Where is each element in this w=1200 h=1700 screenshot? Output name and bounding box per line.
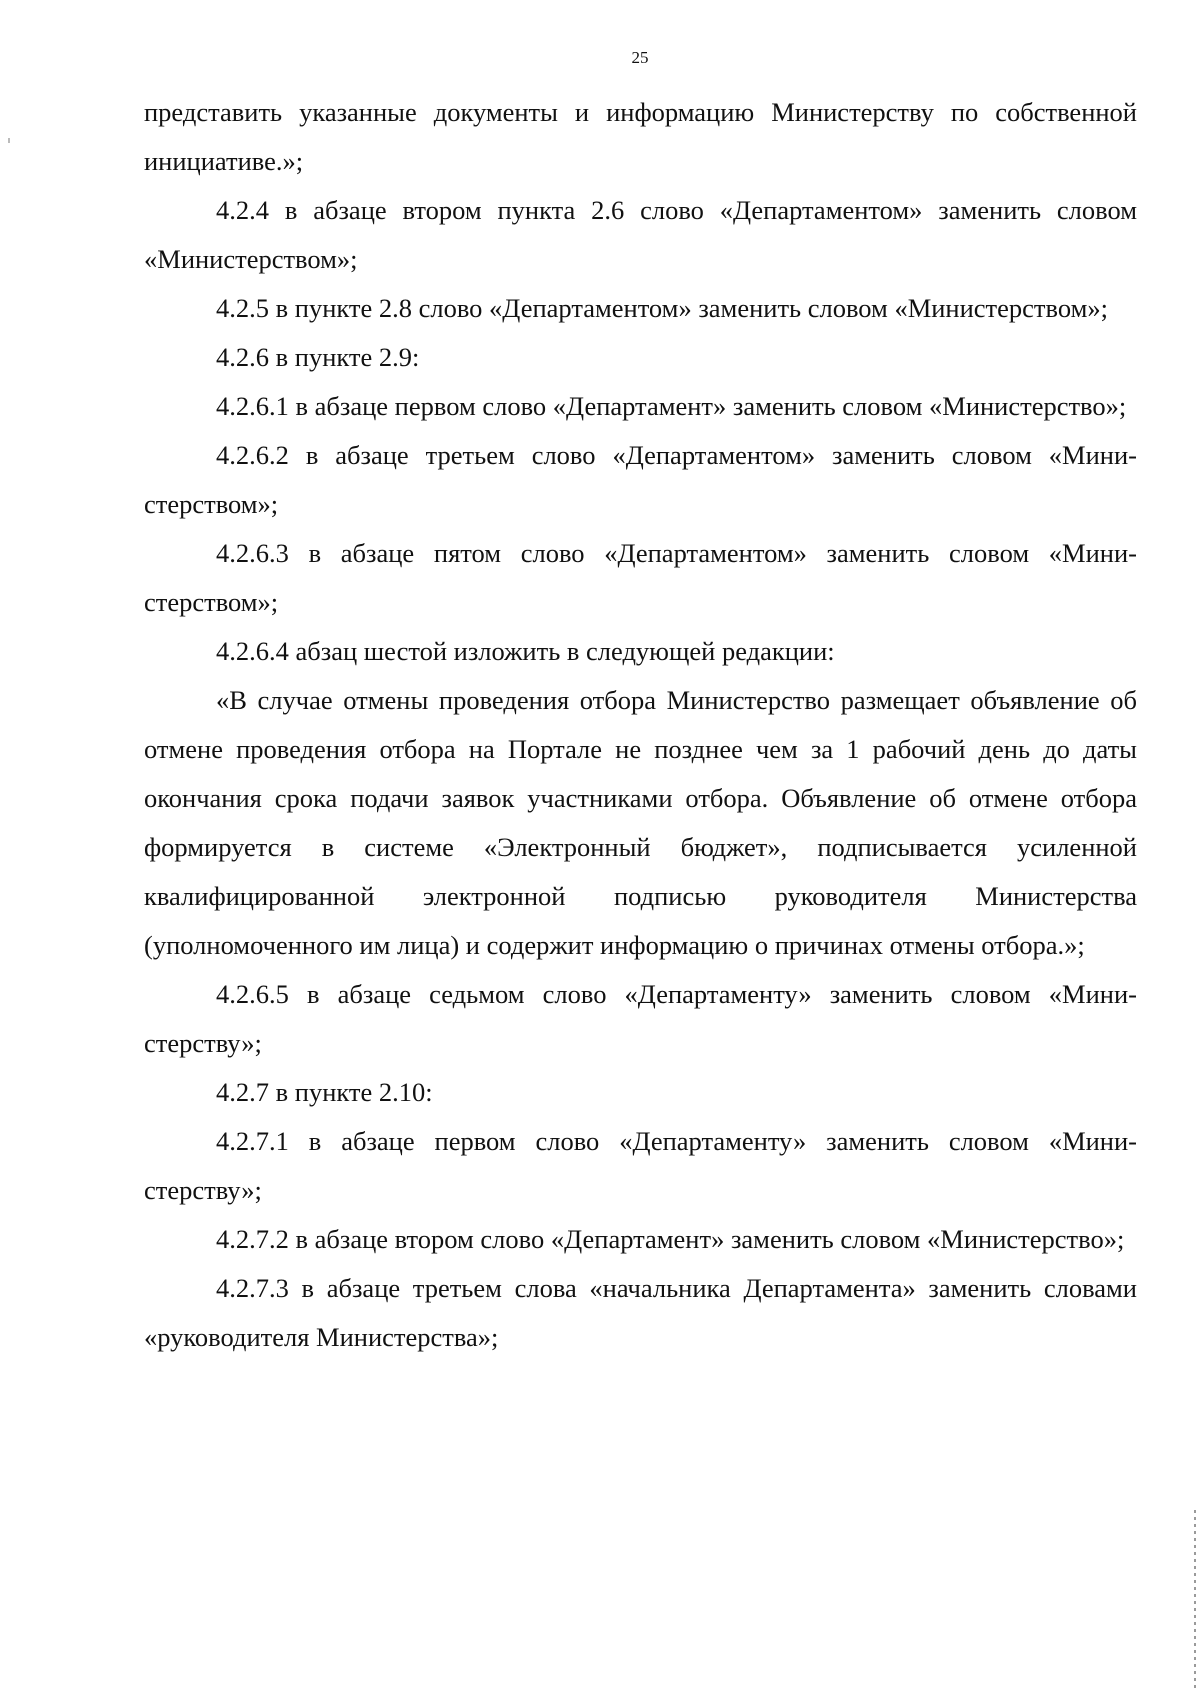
page-number: 25 — [631, 48, 649, 67]
quoted-paragraph: «В случае отмены проведения отбора Министерство размещает объявление об отмене проведения отбора на Портале не позднее чем за 1 рабочий день до даты окончания срока подачи заявок участниками отбора. Объявление об отмене отбора формируется в системе «Электронный бюджет», подписывается усиленной квалифицированной электронной подписью руководителя Министерства (уполномоченного им лица) и содержит информацию о причинах отмены отбора.»; — [144, 685, 1137, 960]
paragraph: 4.2.7.2 в абзаце втором слово «Департамент» заменить словом «Министерство»; — [216, 1224, 1125, 1254]
paragraph: 4.2.4 в абзаце втором пункта 2.6 слово «Департаментом» заменить словом «Министерством»; — [144, 195, 1137, 274]
paragraph: 4.2.7.1 в абзаце первом слово «Департаменту» заменить словом «Министерству»; — [144, 1126, 1137, 1205]
paragraph: представить указанные документы и информацию Министерству по собственной инициативе.»; — [144, 97, 1137, 176]
paragraph: 4.2.6.4 абзац шестой изложить в следующей редакции: — [216, 636, 835, 666]
paragraph: 4.2.7 в пункте 2.10: — [216, 1077, 433, 1107]
paragraph: 4.2.6.5 в абзаце седьмом слово «Департаменту» заменить словом «Министерству»; — [144, 979, 1137, 1058]
paragraph: 4.2.6.2 в абзаце третьем слово «Департаментом» заменить словом «Министерством»; — [144, 440, 1137, 519]
paragraph: 4.2.5 в пункте 2.8 слово «Департаментом» заменить словом «Министерством»; — [216, 293, 1108, 323]
paragraph: 4.2.6.3 в абзаце пятом слово «Департаментом» заменить словом «Министерством»; — [144, 538, 1137, 617]
paragraph: 4.2.6 в пункте 2.9: — [216, 342, 420, 372]
paragraph: 4.2.7.3 в абзаце третьем слова «начальника Департамента» заменить словами «руководителя Министерства»; — [144, 1273, 1137, 1352]
document-body — [144, 88, 1137, 1362]
paragraph: 4.2.6.1 в абзаце первом слово «Департамент» заменить словом «Министерство»; — [216, 391, 1127, 421]
scan-artifact-dotted-line — [1194, 1510, 1196, 1690]
scan-artifact-mark — [8, 138, 10, 143]
